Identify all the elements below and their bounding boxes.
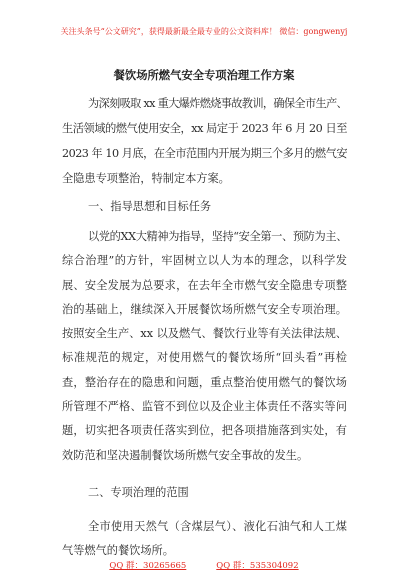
- document-title: 餐饮场所燃气安全专项治理工作方案: [113, 68, 295, 82]
- paragraph-line: 生活领域的燃气使用安全，xx 局定于 2023 年 6 月 20 日至: [62, 122, 347, 135]
- header-promo-notice: 关注头条号“公文研究”，获得最新最全最专业的公文资料库！ 微信：gongwenyj: [60, 27, 348, 36]
- paragraph-line: 查，整治存在的隐患和问题，重点整治使用燃气的餐饮场: [62, 375, 347, 389]
- section-heading-scope: 二、专项治理的范围: [88, 486, 189, 499]
- section-heading-guiding-principles: 一、指导思想和目标任务: [88, 200, 212, 213]
- paragraph-line: 标准规范的规定，对使用燃气的餐饮场所“回头看”再检: [62, 351, 347, 365]
- paragraph-line: 为深刻吸取 xx 重大爆炸燃烧事故教训，确保全市生产、: [88, 97, 347, 110]
- footer-contact-bar: [0, 560, 408, 572]
- paragraph-line: 题，切实把各项责任落实到位，把各项措施落到实处，有: [62, 424, 347, 438]
- paragraph-line: 治的基础上，继续深入开展餐饮场所燃气安全专项治理。: [62, 302, 347, 316]
- paragraph-line: 全市使用天然气（含煤层气）、液化石油气和人工煤: [88, 520, 347, 533]
- intro-paragraph: [62, 91, 347, 191]
- section-paragraph-scope: [62, 515, 347, 563]
- paragraph-line: 2023 年 10 月底，在全市范围内开展为期三个多月的燃气安: [62, 147, 347, 160]
- footer-qq-group-1: QQ 群：30265665: [109, 561, 187, 571]
- paragraph-line: 气等燃气的餐饮场所。: [62, 544, 174, 557]
- footer-qq-group-2: QQ 群：535304092: [216, 561, 299, 571]
- paragraph-line: 所管理不严格、监管不到位以及企业主体责任不落实等问: [62, 400, 347, 414]
- section-paragraph-guiding-principles: [62, 225, 347, 468]
- paragraph-line: 展、安全发展为总要求，在去年全市燃气安全隐患专项整: [62, 278, 347, 292]
- paragraph-line: 以党的XX大精神为指导，坚持“安全第一、预防为主、: [88, 230, 347, 243]
- paragraph-line: 按照安全生产、xx 以及燃气、餐饮行业等有关法律法规、: [62, 327, 347, 341]
- paragraph-line: 全隐患专项整治，特制定本方案。: [62, 172, 230, 185]
- paragraph-line: 综合治理”的方针，牢固树立以人为本的理念，以科学发: [62, 254, 347, 268]
- paragraph-line: 效防范和坚决遏制餐饮场所燃气安全事故的发生。: [62, 448, 309, 462]
